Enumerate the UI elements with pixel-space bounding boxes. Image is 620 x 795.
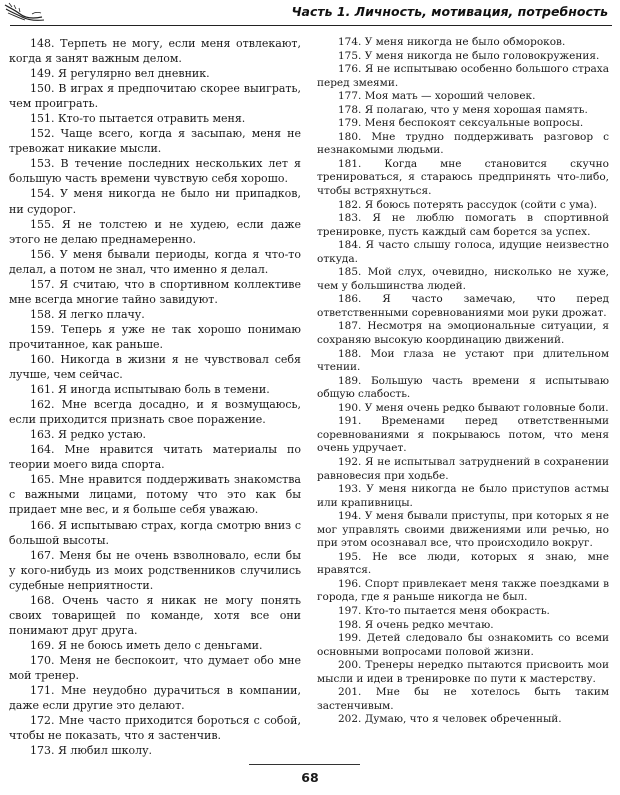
question-item: 150. В играх я предпочитаю скорее выиграть, чем проиграть. [9,82,301,111]
page-number: 68 [301,770,319,785]
question-item: 148. Терпеть не могу, если меня отвлекают, когда я занят важным делом. [9,37,301,66]
question-item: 164. Мне нравится читать материалы по теории моего вида спорта. [9,443,301,472]
running-header-title: Часть 1. Личность, мотивация, потребность [291,4,608,19]
question-item: 171. Мне неудобно дурачиться в компании, даже если другие это делают. [9,684,301,713]
question-item: 152. Чаще всего, когда я засыпаю, меня не тревожат никакие мысли. [9,127,301,156]
question-item: 157. Я считаю, что в спортивном коллективе мне всегда многие тайно завидуют. [9,277,301,306]
question-item: 187. Несмотря на эмоциональные ситуации, я сохраняю высокую координацию движений. [317,320,609,347]
question-item: 194. У меня бывали приступы, при которых я не мог управлять своими движениями или речью, но при этом осознавал все, что происходило вокруг. [317,510,609,550]
question-item: 198. Я очень редко мечтаю. [338,618,494,631]
question-item: 191. Временами перед ответственными соревнованиями я покрываюсь потом, что меня очень удручает. [317,415,609,455]
question-item: 177. Моя мать — хороший человек. [338,90,536,103]
question-item: 162. Мне всегда досадно, и я возмущаюсь, если приходится признать свое поражение. [9,398,301,427]
question-item: 149. Я регулярно вел дневник. [30,67,210,81]
question-item: 180. Мне трудно поддерживать разговор с незнакомыми людьми. [317,130,609,157]
question-item: 156. У меня бывали периоды, когда я что-то делал, а потом не знал, что именно я делал. [9,247,301,276]
question-item: 165. Мне нравится поддерживать знакомства с важными лицами, потому что это как бы придает мне вес, и я больше себя уважаю. [9,473,301,517]
question-item: 199. Детей следовало бы ознакомить со всеми основными вопросами половой жизни. [317,632,609,658]
question-item: 163. Я редко устаю. [30,428,147,442]
question-item: 185. Мой слух, очевидно, нисколько не хуже, чем у большинства людей. [317,266,609,292]
question-item: 202. Думаю, что я человек обреченный. [338,713,562,726]
question-item: 186. Я часто замечаю, что перед ответственными соревнованиями мои руки дрожат. [317,293,609,319]
question-item: 189. Большую часть времени я испытываю общую слабость. [317,374,609,401]
question-item: 175. У меня никогда не было головокружения. [338,49,600,62]
question-item: 176. Я не испытываю особенно большого страха перед змеями. [317,63,609,89]
footer-rule [249,764,360,765]
question-item: 184. Я часто слышу голоса, идущие неизвестно откуда. [317,239,609,265]
question-item: 179. Меня беспокоят сексуальные вопросы. [338,117,584,130]
question-item: 196. Спорт привлекает меня также поездками в города, где я раньше никогда не был. [317,577,609,604]
question-item: 158. Я легко плачу. [30,307,145,321]
question-item: 188. Мои глаза не устают при длительном чтении. [317,347,609,374]
question-item: 154. У меня никогда не было ни припадков, ни судорог. [9,187,301,216]
question-item: 200. Тренеры нередко пытаются присвоить мои мысли и идеи в тренировке по пути к мастерству. [317,659,609,685]
question-item: 173. Я любил школу. [30,744,153,758]
left-column [9,36,301,758]
question-item: 181. Когда мне становится скучно тренироваться, я стараюсь предпринять что-либо, чтобы встряхнуться. [317,157,609,198]
question-item: 159. Теперь я уже не так хорошо понимаю прочитанное, как раньше. [9,322,301,351]
question-item: 193. У меня никогда не было приступов астмы или крапивницы. [317,483,609,509]
question-item: 195. Не все люди, которых я знаю, мне нравятся. [317,550,609,577]
header-rule [10,25,612,26]
right-column [317,36,609,727]
question-item: 172. Мне часто приходится бороться с собой, чтобы не показать, что я застенчив. [9,714,301,743]
question-item: 170. Меня не беспокоит, что думает обо мне мой тренер. [9,653,301,682]
question-item: 201. Мне бы не хотелось быть таким застенчивым. [317,686,609,712]
question-item: 153. В течение последних нескольких лет я большую часть времени чувствую себя хорошо. [9,157,301,186]
question-item: 155. Я не толстею и не худею, если даже этого не делаю преднамеренно. [9,217,301,246]
question-item: 160. Никогда в жизни я не чувствовал себя лучше, чем сейчас. [9,352,301,382]
question-item: 151. Кто-то пытается отравить меня. [30,112,246,126]
question-item: 182. Я боюсь потерять рассудок (сойти с ума). [338,198,598,211]
question-item: 190. У меня очень редко бывают головные боли. [338,401,609,414]
question-item: 166. Я испытываю страх, когда смотрю вниз с большой высоты. [9,518,301,547]
question-item: 167. Меня бы не очень взволновало, если бы у кого-нибудь из моих родственников случились судебные неприятности. [9,548,301,592]
page-header [0,0,620,28]
question-item: 183. Я не люблю помогать в спортивной тренировке, пусть каждый сам борется за успех. [317,212,609,238]
question-item: 178. Я полагаю, что у меня хорошая память. [338,103,588,116]
question-item: 161. Я иногда испытываю боль в темени. [30,383,270,397]
question-item: 168. Очень часто я никак не могу понять своих товарищей по команде, хотя все они понимают друг друга. [9,593,301,637]
question-item: 174. У меня никогда не было обмороков. [338,36,566,48]
publisher-logo-icon [2,0,48,24]
question-item: 192. Я не испытывал затруднений в сохранении равновесия при ходьбе. [317,455,609,482]
question-item: 169. Я не боюсь иметь дело с деньгами. [30,638,263,652]
question-item: 197. Кто-то пытается меня обокрасть. [338,604,550,617]
